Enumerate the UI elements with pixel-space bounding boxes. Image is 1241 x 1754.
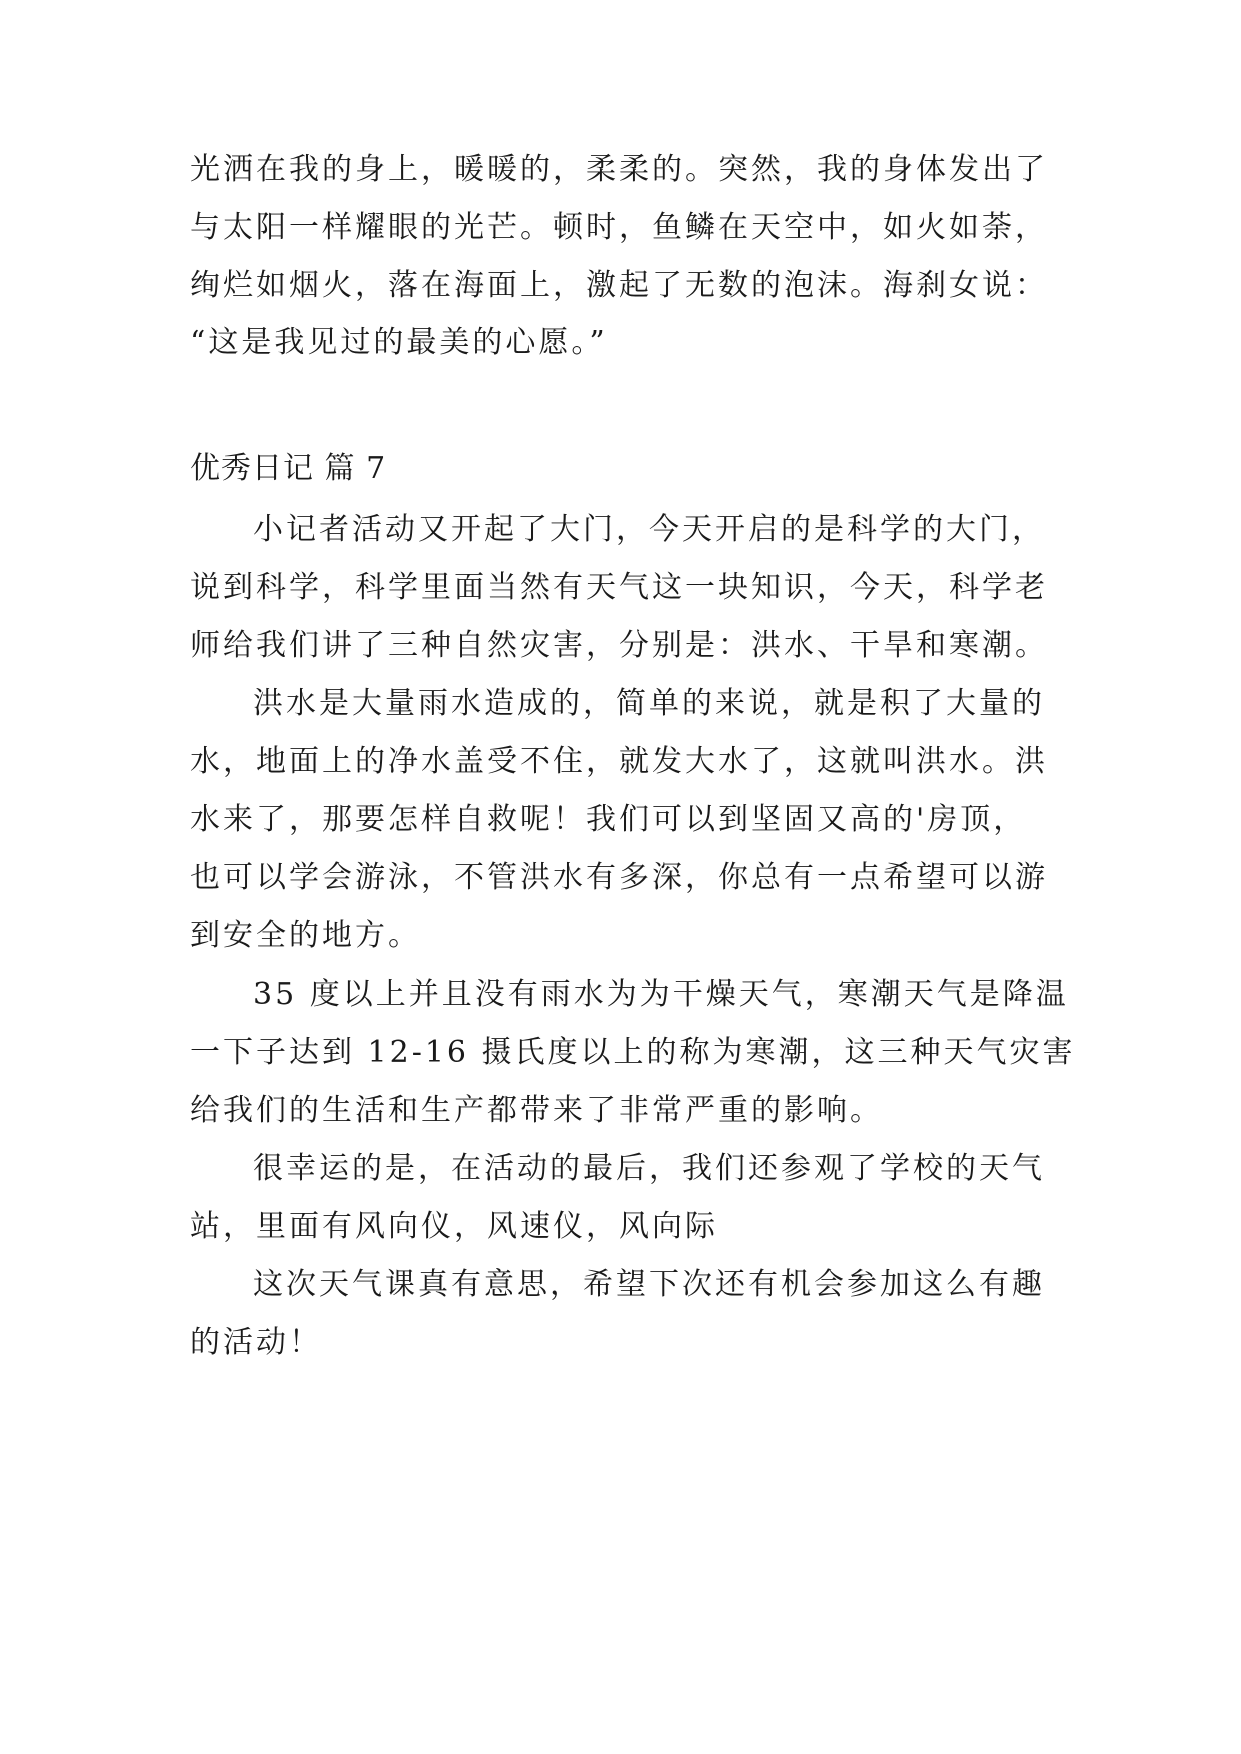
section-heading: 优秀日记 篇 7 [190,451,387,486]
paragraph-first-line: 小记者活动又开起了大门，今天开启的是科学的大门， [253,512,1045,547]
text-line: 给我们的生活和生产都带来了非常严重的影响。 [190,1093,883,1128]
text-line: 与太阳一样耀眼的光芒。顿时，鱼鳞在天空中，如火如荼， [190,210,1048,245]
text-line: 师给我们讲了三种自然灾害，分别是：洪水、干旱和寒潮。 [190,628,1048,663]
text-line: 站，里面有风向仪，风速仪，风向际 [190,1209,718,1244]
paragraph-first-line: 35 度以上并且没有雨水为为干燥天气，寒潮天气是降温 [253,977,1069,1012]
text-line: 一下子达到 12-16 摄氏度以上的称为寒潮，这三种天气灾害 [190,1035,1076,1070]
text-line: 也可以学会游泳，不管洪水有多深，你总有一点希望可以游 [190,860,1048,895]
paragraph-first-line: 这次天气课真有意思，希望下次还有机会参加这么有趣 [253,1267,1045,1302]
text-line: 绚烂如烟火，落在海面上，激起了无数的泡沫。海刹女说： [190,268,1048,303]
text-line: 的活动！ [190,1325,322,1360]
paragraph-first-line: 洪水是大量雨水造成的，简单的来说，就是积了大量的 [253,686,1045,721]
text-line: “这是我见过的最美的心愿。” [190,325,608,360]
text-line: 到安全的地方。 [190,918,421,953]
text-line: 光洒在我的身上，暖暖的，柔柔的。突然，我的身体发出了 [190,152,1048,187]
paragraph-first-line: 很幸运的是，在活动的最后，我们还参观了学校的天气 [253,1151,1045,1186]
text-line: 水，地面上的净水盖受不住，就发大水了，这就叫洪水。洪 [190,744,1048,779]
text-line: 水来了，那要怎样自救呢！我们可以到坚固又高的'房顶， [190,802,1027,837]
text-line: 说到科学，科学里面当然有天气这一块知识，今天，科学老 [190,570,1048,605]
